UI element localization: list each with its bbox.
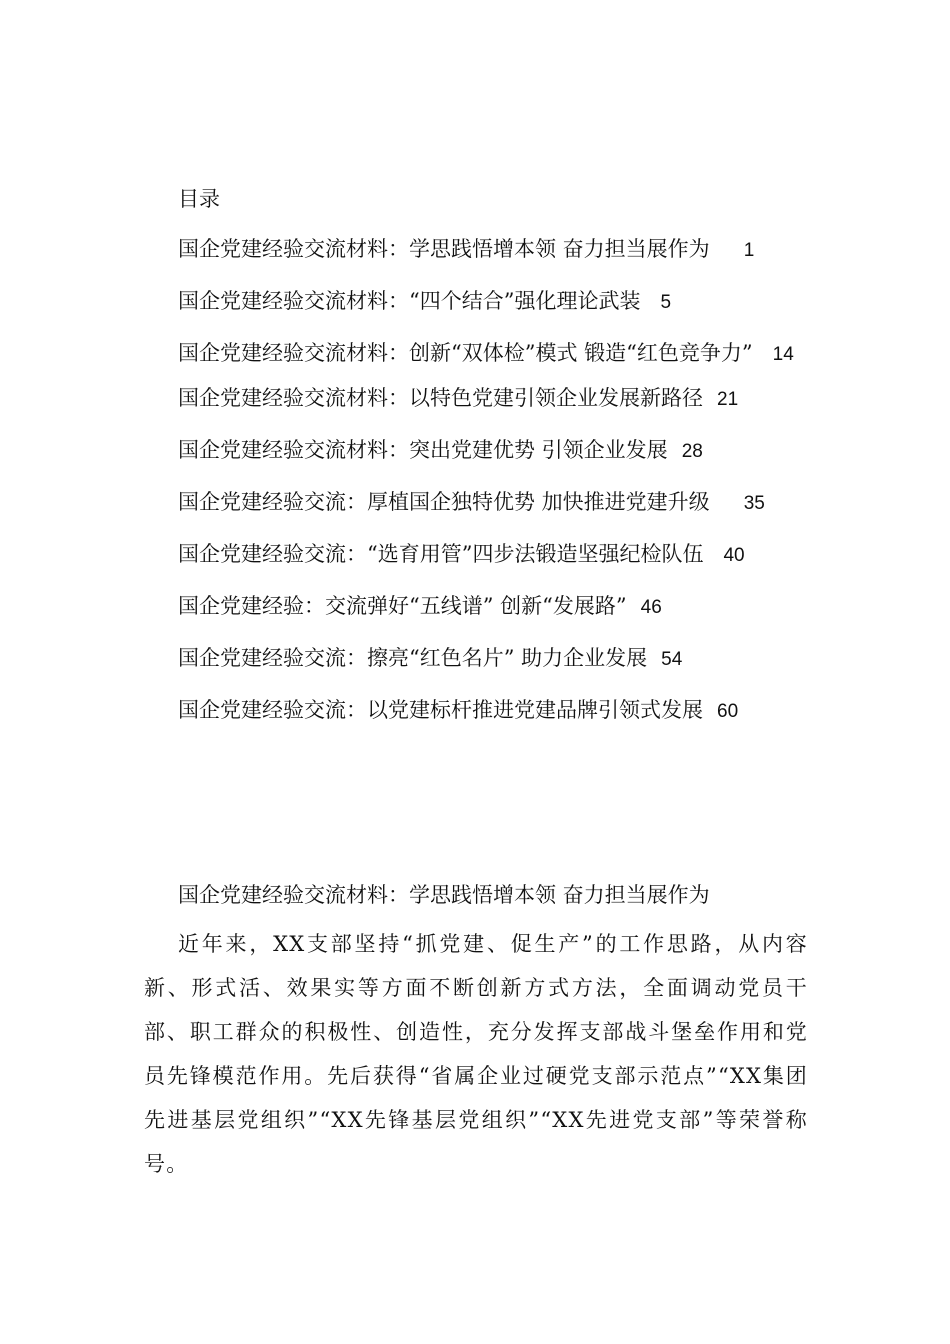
- toc-entry-page: 14: [772, 344, 794, 365]
- toc-entry[interactable]: [144, 331, 808, 377]
- toc-entry-page: 28: [681, 441, 703, 462]
- toc-entry-page: 60: [717, 701, 739, 722]
- toc-entry-text: 国企党建经验交流材料：创新“双体检”模式 锻造“红色竞争力”: [178, 341, 753, 365]
- toc-entry-text: 国企党建经验交流：“选育用管”四步法锻造坚强纪检队伍: [178, 542, 704, 566]
- toc-entry-page: 54: [661, 649, 683, 670]
- toc-entry-text: 国企党建经验：交流弹好“五线谱” 创新“发展路”: [178, 594, 627, 618]
- toc-entry-text: 国企党建经验交流材料：“四个结合”强化理论武装: [178, 289, 641, 313]
- toc-entry[interactable]: [144, 487, 808, 519]
- toc-title: 目录: [178, 187, 220, 211]
- toc-entry[interactable]: [144, 435, 808, 467]
- toc-entry-page: 1: [743, 240, 755, 261]
- toc-entry-text: 国企党建经验交流：以党建标杆推进党建品牌引领式发展: [178, 698, 703, 722]
- toc-entry-page: 40: [723, 545, 745, 566]
- article-title: 国企党建经验交流材料：学思践悟增本领 奋力担当展作为: [178, 883, 710, 907]
- table-of-contents: [144, 234, 808, 747]
- article: [144, 880, 808, 1186]
- toc-entry-page: 46: [640, 597, 662, 618]
- toc-entry-text: 国企党建经验交流：擦亮“红色名片” 助力企业发展: [178, 646, 648, 670]
- toc-entry[interactable]: [144, 643, 808, 675]
- toc-entry-text: 国企党建经验交流材料：突出党建优势 引领企业发展: [178, 438, 668, 462]
- toc-entry-text: 国企党建经验交流：厚植国企独特优势 加快推进党建升级: [178, 490, 710, 514]
- toc-entry[interactable]: [144, 234, 808, 266]
- toc-entry[interactable]: [144, 539, 808, 571]
- toc-entry-text: 国企党建经验交流材料：学思践悟增本领 奋力担当展作为: [178, 237, 710, 261]
- toc-entry[interactable]: [144, 591, 808, 623]
- toc-entry-page: 21: [717, 389, 739, 410]
- article-body-paragraph: 近年来，XX支部坚持“抓党建、促生产”的工作思路，从内容新、形式活、效果实等方面不断创新方式方法，全面调动党员干部、职工群众的积极性、创造性，充分发挥支部战斗堡垒作用和党员先锋模范作用。先后获得“省属企业过硬党支部示范点”“XX集团先进基层党组织”“XX先锋基层党组织”“XX先进党支部”等荣誉称号。: [144, 932, 808, 1176]
- toc-entry-text: 国企党建经验交流材料：以特色党建引领企业发展新路径: [178, 386, 703, 410]
- toc-entry-page: 5: [660, 292, 672, 313]
- toc-entry-page: 35: [743, 493, 765, 514]
- toc-entry[interactable]: [144, 383, 808, 415]
- toc-entry[interactable]: [144, 286, 808, 318]
- toc-entry[interactable]: [144, 695, 808, 727]
